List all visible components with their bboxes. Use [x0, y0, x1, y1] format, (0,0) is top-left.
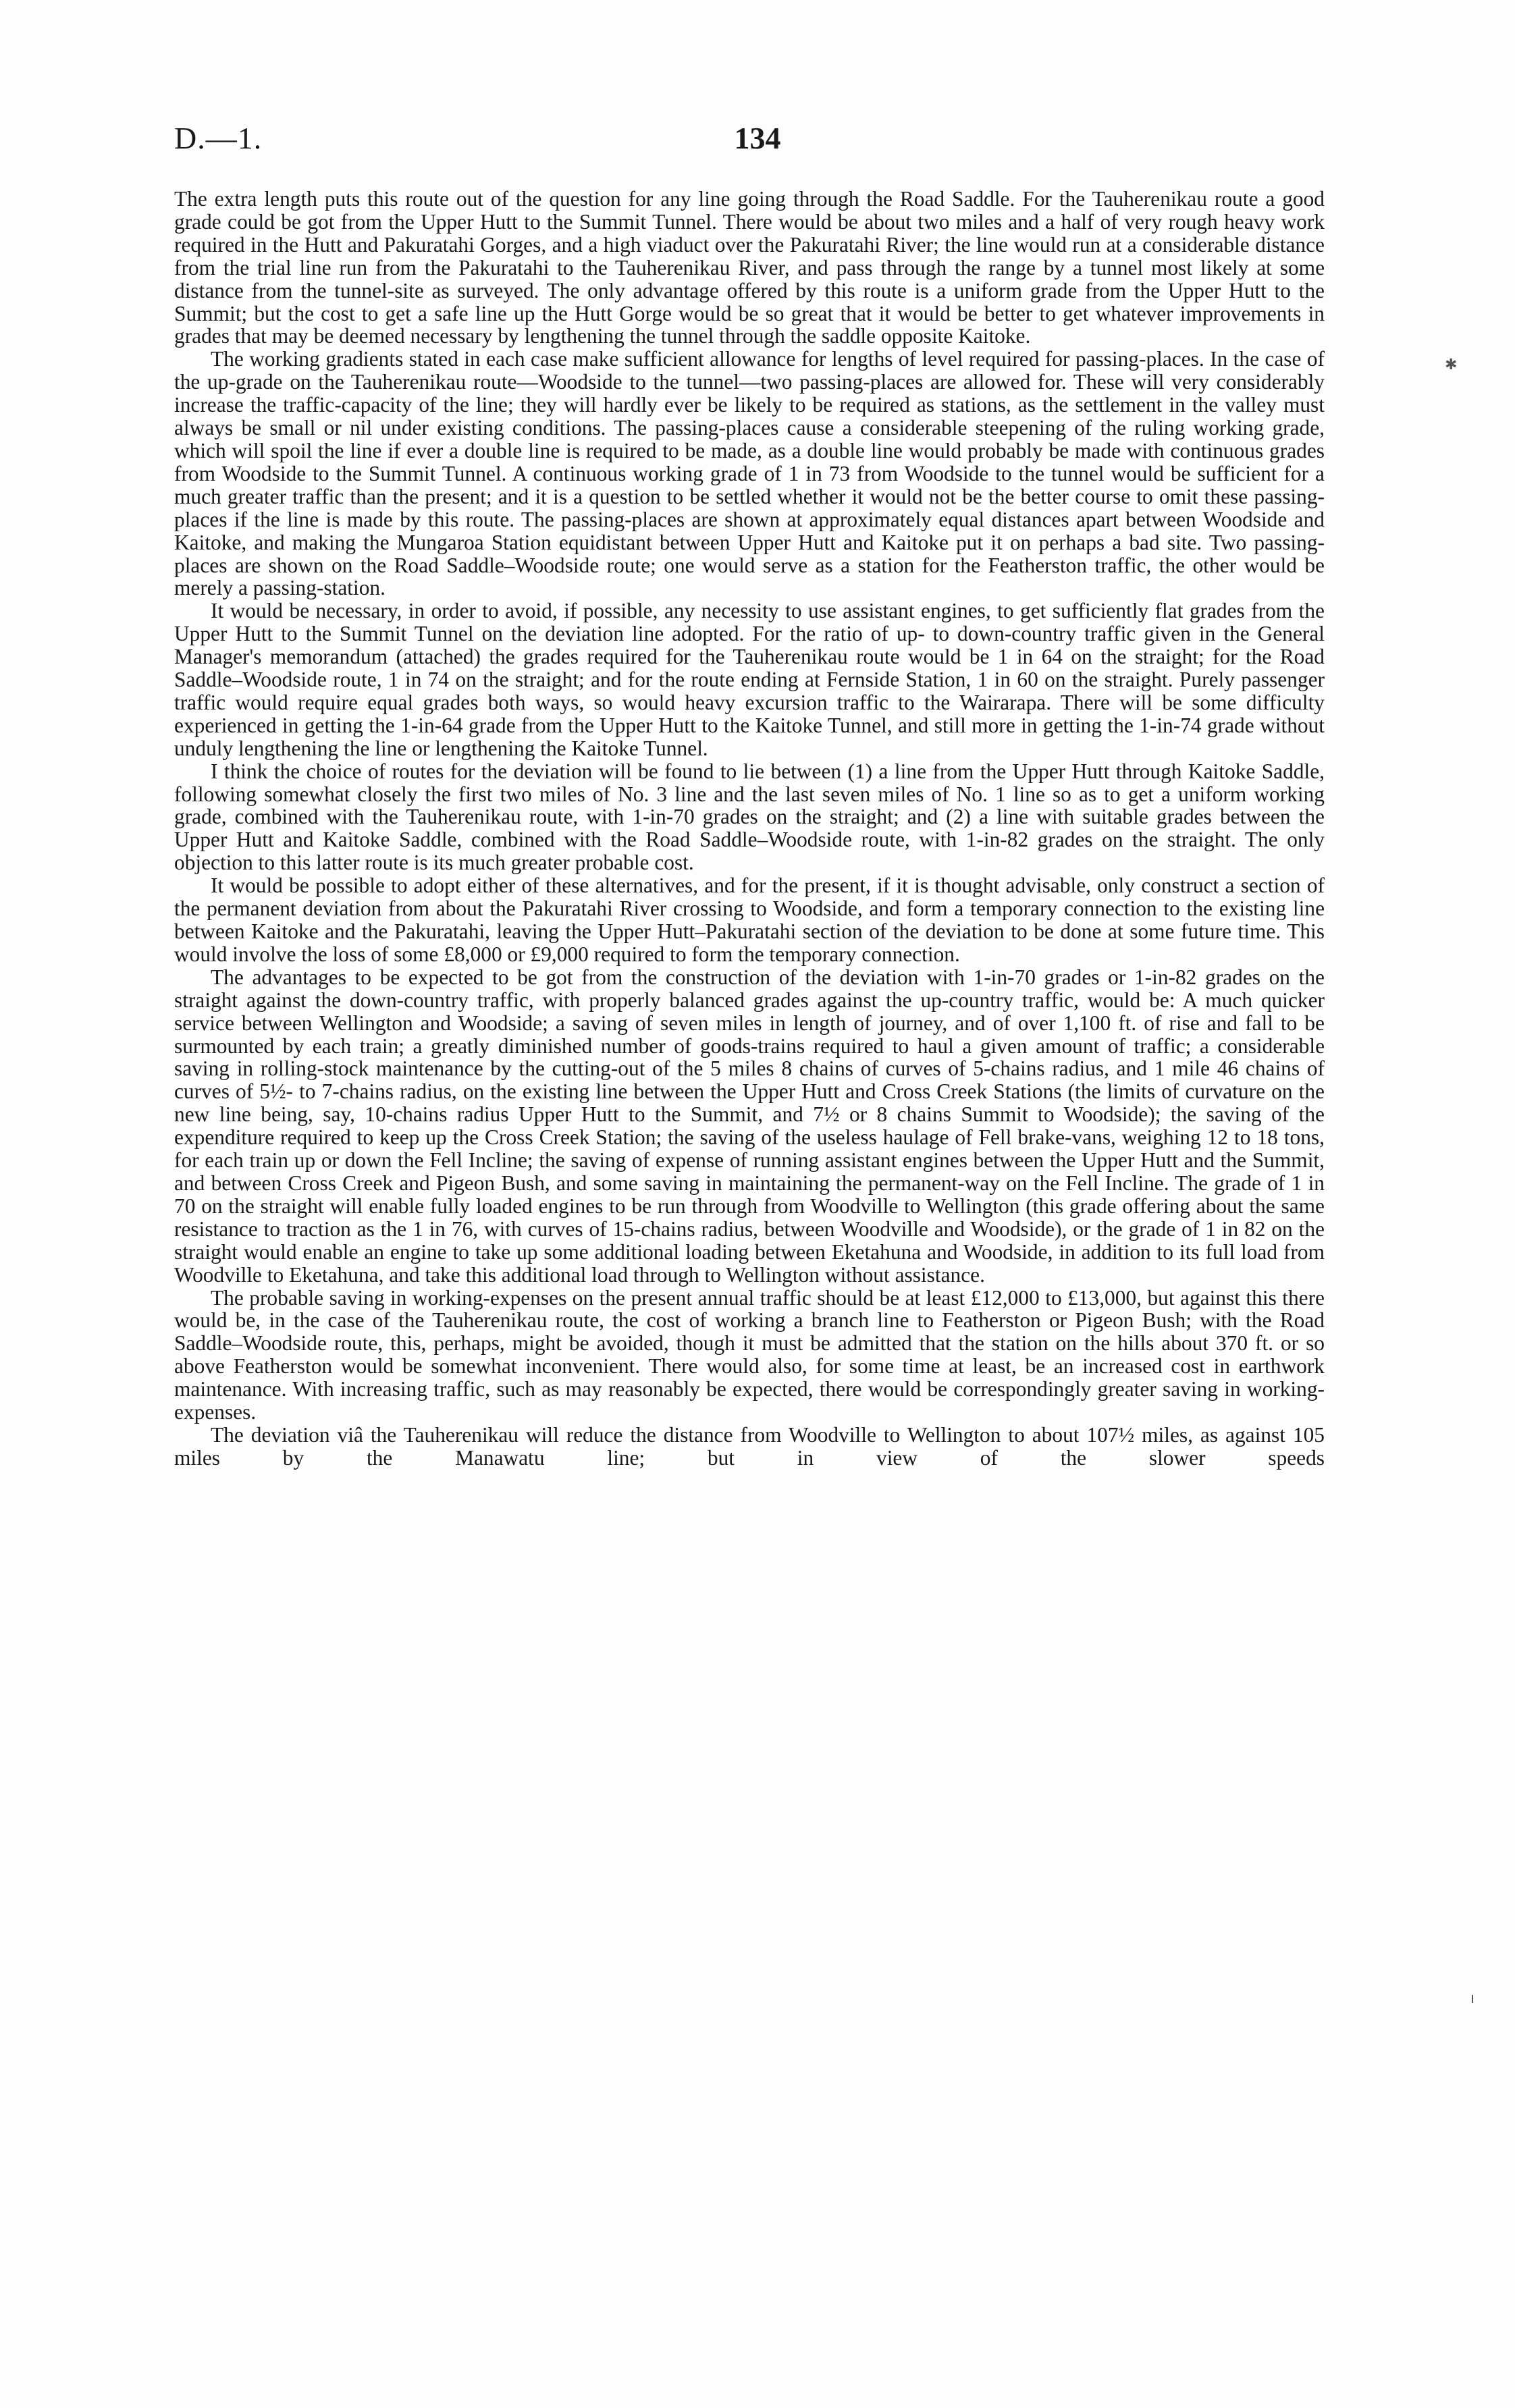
- paragraph-7: The probable saving in working-expenses on the present annual traffic should be at least £12,000 to £13,000, but against this there would be, in the case of the Tauherenikau route, the cost of working a branch line to Featherston or Pigeon Bush; with the Road Saddle–Woodside route, this, perhaps, might be avoided, though it must be admitted that the station on the hills about 370 ft. or so above Featherston would be somewhat inconvenient. There would also, for some time at least, be an increased cost in earthwork maintenance. With increasing traffic, such as may reasonably be expected, there would be correspondingly greater saving in working-expenses.: [174, 1285, 1325, 1424]
- paragraph-8: The deviation viâ the Tauherenikau will reduce the distance from Woodville to Wellington to about 107½ miles, as against 105 miles by the Manawatu line; but in view of the slower speeds: [174, 1422, 1325, 1470]
- body-text: [174, 188, 1325, 1470]
- paragraph-2: The working gradients stated in each case make sufficient allowance for lengths of level required for passing-places. In the case of the up-grade on the Tauherenikau route—Woodside to the tunnel—two passing-places are allowed for. These will very considerably increase the traffic-capacity of the line; they will hardly ever be likely to be required as stations, as the settlement in the valley must always be small or nil under existing conditions. The passing-places cause a considerable steepening of the ruling working grade, which will spoil the line if ever a double line is required to be made, as a double line would probably be made with continuous grades from Woodside to the Summit Tunnel. A continuous working grade of 1 in 73 from Woodside to the tunnel would be sufficient for a much greater traffic than the present; and it is a question to be settled whether it would not be the better course to omit these passing-places if the line is made by this route. The passing-places are shown at approximately equal distances apart between Woodside and Kaitoke, and making the Mungaroa Station equidistant between Upper Hutt and Kaitoke put it on perhaps a bad site. Two passing-places are shown on the Road Saddle–Woodside route; one would serve as a station for the Featherston traffic, the other would be merely a passing-station.: [174, 347, 1325, 600]
- paragraph-4: I think the choice of routes for the deviation will be found to lie between (1) a line from the Upper Hutt through Kaitoke Saddle, following somewhat closely the first two miles of No. 3 line and the last seven miles of No. 1 line so as to get a uniform working grade, combined with the Tauherenikau route, with 1-in-70 grades on the straight; and (2) a line with suitable grades between the Upper Hutt and Kaitoke Saddle, combined with the Road Saddle–Woodside route, with 1-in-82 grades on the straight. The only objection to this latter route is its much greater probable cost.: [174, 759, 1325, 875]
- document-reference: D.—1.: [174, 121, 263, 155]
- paragraph-3: It would be necessary, in order to avoid, if possible, any necessity to use assistant engines, to get sufficiently flat grades from the Upper Hutt to the Summit Tunnel on the deviation line adopted. For the ratio of up- to down-country traffic given in the General Manager's memorandum (attached) the grades required for the Tauherenikau route would be 1 in 64 on the straight; for the Road Saddle–Woodside route, 1 in 74 on the straight; and for the route ending at Fernside Station, 1 in 60 on the straight. Purely passenger traffic would require equal grades both ways, so would heavy excursion traffic to the Wairarapa. There will be some difficulty experienced in getting the 1-in-64 grade from the Upper Hutt to the Kaitoke Tunnel, and still more in getting the 1-in-74 grade without unduly lengthening the line or lengthening the Kaitoke Tunnel.: [174, 599, 1325, 760]
- margin-tick: ı: [1470, 1990, 1475, 2007]
- paragraph-1: The extra length puts this route out of the question for any line going through the Road Saddle. For the Tauherenikau route a good grade could be got from the Upper Hutt to the Summit Tunnel. There would be about two miles and a half of very rough heavy work required in the Hutt and Pakuratahi Gorges, and a high viaduct over the Pakuratahi River; the line would run at a considerable distance from the trial line run from the Pakuratahi to the Tauherenikau River, and pass through the range by a tunnel most likely at some distance from the tunnel-site as surveyed. The only advantage offered by this route is a uniform grade from the Upper Hutt to the Summit; but the cost to get a safe line up the Hutt Gorge would be so great that it would be better to get whatever improvements in grades that may be deemed necessary by lengthening the tunnel through the saddle opposite Kaitoke.: [174, 187, 1325, 348]
- margin-speck: ✱: [1445, 356, 1458, 373]
- paragraph-6: The advantages to be expected to be got from the construction of the deviation with 1-in-70 grades or 1-in-82 grades on the straight against the down-country traffic, with properly balanced grades against the up-country traffic, would be: A much quicker service between Wellington and Woodside; a saving of seven miles in length of journey, and of over 1,100 ft. of rise and fall to be surmounted by each train; a greatly diminished number of goods-trains required to haul a given amount of traffic; a considerable saving in rolling-stock maintenance by the cutting-out of the 5 miles 8 chains of curves of 5-chains radius, and 1 mile 46 chains of curves of 5½- to 7-chains radius, on the existing line between the Upper Hutt and Cross Creek Stations (the limits of curvature on the new line being, say, 10-chains radius Upper Hutt to the Summit, and 7½ or 8 chains Summit to Woodside); the saving of the expenditure required to keep up the Cross Creek Station; the saving of the useless haulage of Fell brake-vans, weighing 12 to 18 tons, for each train up or down the Fell Incline; the saving of expense of running assistant engines between the Upper Hutt and the Summit, and between Cross Creek and Pigeon Bush, and some saving in maintaining the permanent-way on the Fell Incline. The grade of 1 in 70 on the straight will enable fully loaded engines to be run through from Woodville to Wellington (this grade offering about the same resistance to traction as the 1 in 76, with curves of 15-chains radius, between Woodville and Woodside), or the grade of 1 in 82 on the straight would enable an engine to take up some additional loading between Eketahuna and Woodside, in addition to its full load from Woodville to Eketahuna, and take this additional load through to Wellington without assistance.: [174, 965, 1325, 1287]
- paragraph-5: It would be possible to adopt either of these alternatives, and for the present, if it is thought advisable, only construct a section of the permanent deviation from about the Pakuratahi River crossing to Woodside, and form a temporary connection to the existing line between Kaitoke and the Pakuratahi, leaving the Upper Hutt–Pakuratahi section of the deviation to be done at some future time. This would involve the loss of some £8,000 or £9,000 required to form the temporary connection.: [174, 874, 1325, 966]
- page-header: [174, 120, 1341, 167]
- page-number: 134: [734, 121, 781, 155]
